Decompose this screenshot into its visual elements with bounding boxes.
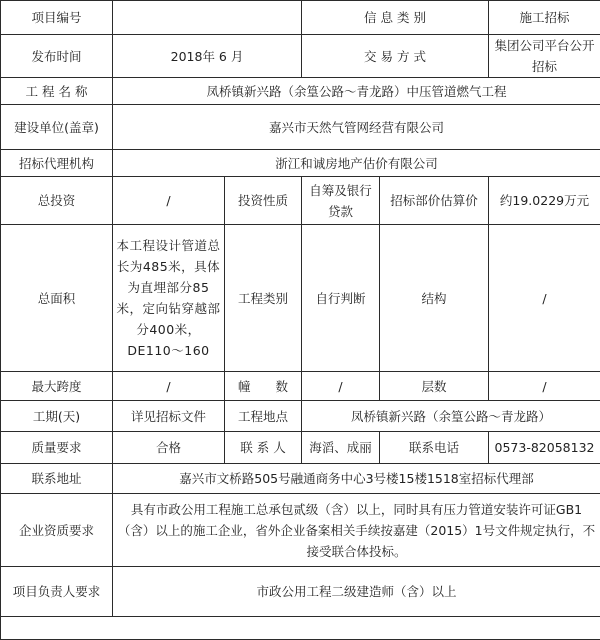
project-category-label: 工程类别 (225, 225, 302, 372)
area-label: 总面积 (1, 225, 113, 372)
location-value: 凤桥镇新兴路（余篁公路～青龙路） (302, 401, 600, 432)
location-label: 工程地点 (225, 401, 302, 432)
info-type-value: 施工招标 (489, 1, 600, 35)
row-quality (1, 432, 600, 464)
row-area (1, 225, 600, 372)
quality-label: 质量要求 (1, 432, 113, 464)
period-value: 详见招标文件 (113, 401, 225, 432)
row-qualification (1, 494, 600, 567)
floors-value: / (489, 372, 600, 401)
contact-label: 联 系 人 (225, 432, 302, 464)
span-value: / (113, 372, 225, 401)
structure-value: / (489, 225, 600, 372)
row-period (1, 401, 600, 432)
qualification-label: 企业资质要求 (1, 494, 113, 567)
info-type-label: 信 息 类 别 (302, 1, 489, 35)
publish-value: 2018年 6 月 (113, 35, 302, 78)
investment-label: 总投资 (1, 177, 113, 225)
investment-value: / (113, 177, 225, 225)
row-agency (1, 150, 600, 177)
publish-label: 发布时间 (1, 35, 113, 78)
trailing-empty-row (1, 617, 600, 640)
row-span (1, 372, 600, 401)
floors-label: 层数 (380, 372, 489, 401)
building-count-label: 幢 数 (225, 372, 302, 401)
investment-type-label: 投资性质 (225, 177, 302, 225)
quality-value: 合格 (113, 432, 225, 464)
estimate-label: 招标部价估算价 (380, 177, 489, 225)
qualification-value: 具有市政公用工程施工总承包贰级（含）以上，同时具有压力管道安装许可证GB1（含）以上的施工企业，省外企业备案相关手续按嘉建（2015）1号文件规定执行，不接受联合体投标。 (113, 494, 600, 567)
row-investment (1, 177, 600, 225)
phone-value: 0573-82058132 (489, 432, 600, 464)
address-label: 联系地址 (1, 464, 113, 494)
project-no-label: 项目编号 (1, 1, 113, 35)
estimate-value: 约19.0229万元 (489, 177, 600, 225)
address-value: 嘉兴市文桥路505号融通商务中心3号楼15楼1518室招标代理部 (113, 464, 600, 494)
builder-label: 建设单位(盖章) (1, 105, 113, 150)
project-category-value: 自行判断 (302, 225, 380, 372)
row-publish (1, 35, 600, 78)
manager-value: 市政公用工程二级建造师（含）以上 (113, 567, 600, 617)
builder-value: 嘉兴市天然气管网经营有限公司 (113, 105, 600, 150)
row-project-no (1, 1, 600, 35)
row-address (1, 464, 600, 494)
row-project-name (1, 78, 600, 105)
row-manager (1, 567, 600, 617)
manager-label: 项目负责人要求 (1, 567, 113, 617)
trade-mode-value: 集团公司平台公开招标 (489, 35, 600, 78)
agency-label: 招标代理机构 (1, 150, 113, 177)
period-label: 工期(天) (1, 401, 113, 432)
agency-value: 浙江和诚房地产估价有限公司 (113, 150, 600, 177)
project-no-value (113, 1, 302, 35)
row-builder (1, 105, 600, 150)
project-name-value: 凤桥镇新兴路（余篁公路～青龙路）中压管道燃气工程 (113, 78, 600, 105)
trade-mode-label: 交 易 方 式 (302, 35, 489, 78)
area-value: 本工程设计管道总长为485米，具体为直埋部分85米，定向钻穿越部分400米，DE110～160 (113, 225, 225, 372)
project-name-label: 工 程 名 称 (1, 78, 113, 105)
investment-type-value: 自筹及银行贷款 (302, 177, 380, 225)
building-count-value: / (302, 372, 380, 401)
contact-value: 海滔、成丽 (302, 432, 380, 464)
structure-label: 结构 (380, 225, 489, 372)
row-trailing (1, 617, 600, 640)
span-label: 最大跨度 (1, 372, 113, 401)
phone-label: 联系电话 (380, 432, 489, 464)
